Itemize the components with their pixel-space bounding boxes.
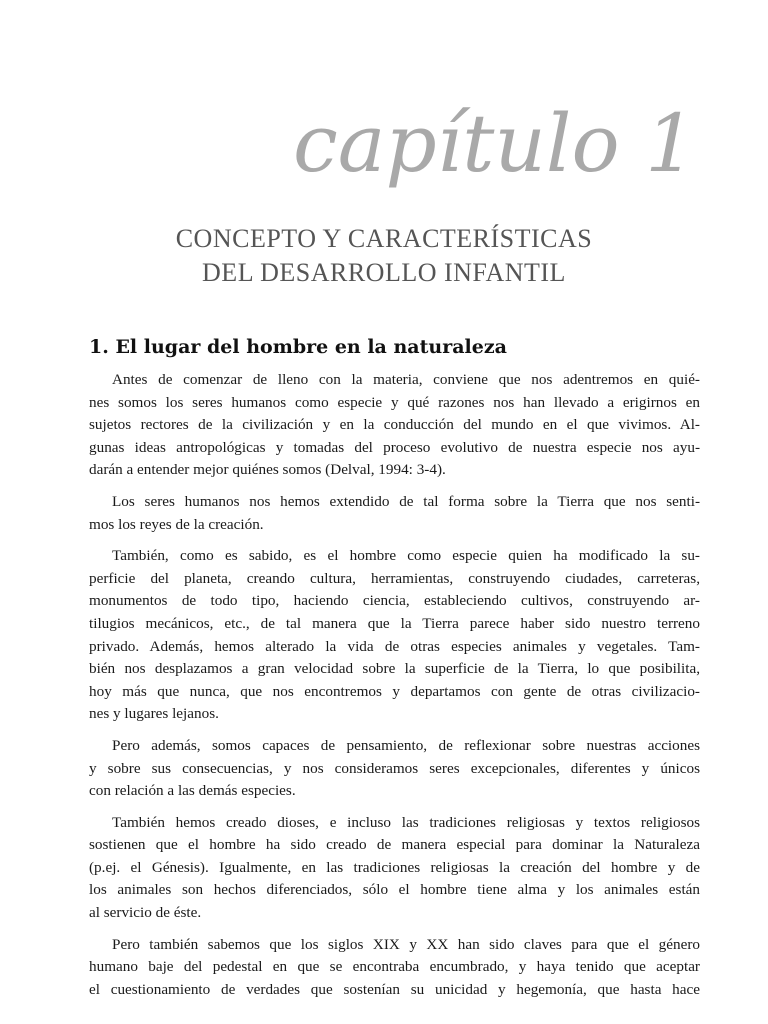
paragraph-line: Pero también sabemos que los siglos XIX y XX han sido claves para que el género [112, 935, 700, 953]
paragraph-line: tilugios mecánicos, etc., de tal manera que la Tierra parece haber sido nuestro terreno [89, 614, 700, 632]
paragraph-line: (p.ej. el Génesis). Igualmente, en las tradiciones religiosas la creación del hombre y de [89, 858, 700, 876]
paragraph-line: gunas ideas antropológicas y tomadas del proceso evolutivo de nuestra especie nos ayu- [89, 438, 700, 456]
paragraph-line: Pero además, somos capaces de pensamiento, de reflexionar sobre nuestras acciones [112, 736, 700, 754]
paragraph-line: los animales son hechos diferenciados, sólo el hombre tiene alma y los animales están [89, 881, 700, 899]
paragraph-line: darán a entender mejor quiénes somos (Delval, 1994: 3-4). [89, 461, 446, 479]
paragraph-line: humano baje del pedestal en que se encontraba encumbrado, y haya tenido que aceptar [89, 958, 700, 976]
section-heading: 1. El lugar del hombre en la naturaleza [89, 336, 507, 358]
paragraph-line: monumentos de todo tipo, haciendo ciencia, estableciendo cultivos, construyendo ar- [89, 592, 700, 610]
paragraph-line: mos los reyes de la creación. [89, 515, 264, 533]
chapter-title-line: CONCEPTO Y CARACTERÍSTICAS [175, 224, 593, 253]
paragraph-line: al servicio de éste. [89, 904, 202, 922]
paragraph-line: privado. Además, hemos alterado la vida de otras especies animales y vegetales. Tam- [89, 637, 700, 655]
paragraph-line: nes y lugares lejanos. [89, 705, 219, 723]
body-text [89, 369, 700, 1010]
paragraph [89, 812, 700, 925]
paragraph-line: Los seres humanos nos hemos extendido de tal forma sobre la Tierra que nos senti- [112, 492, 700, 510]
paragraph [89, 934, 700, 1002]
paragraph-line: Antes de comenzar de lleno con la materia, conviene que nos adentremos en quié- [112, 371, 700, 388]
paragraph-line: También hemos creado dioses, e incluso las tradiciones religiosas y textos religiosos [112, 813, 700, 831]
paragraph [89, 735, 700, 803]
paragraph-line: sostienen que el hombre ha sido creado de manera especial para dominar la Naturaleza [89, 836, 700, 854]
paragraph-line: nes somos los seres humanos como especie y qué razones nos han llevado a erigirnos en [89, 393, 700, 411]
paragraph-line: sujetos rectores de la civilización y en la conducción del mundo en el que vivimos. Al- [89, 416, 700, 434]
paragraph-line: hoy más que nunca, que nos encontremos y departamos con gente de otras civilizacio- [89, 682, 700, 700]
chapter-title-line: DEL DESARROLLO INFANTIL [202, 258, 566, 287]
chapter-label: capítulo 1 [292, 97, 696, 190]
paragraph-line: con relación a las demás especies. [89, 782, 296, 800]
paragraph-line: perficie del planeta, creando cultura, herramientas, construyendo ciudades, carreteras, [89, 569, 700, 587]
paragraph-line: y sobre sus consecuencias, y nos consideramos seres excepcionales, diferentes y únicos [89, 759, 700, 777]
paragraph [89, 491, 700, 536]
paragraph [89, 545, 700, 726]
paragraph-line: También, como es sabido, es el hombre como especie quien ha modificado la su- [112, 547, 700, 565]
paragraph [89, 369, 700, 482]
paragraph-line: el cuestionamiento de verdades que sostenían su unicidad y hegemonía, que hasta hace [89, 980, 700, 998]
paragraph-line: bién nos desplazamos a gran velocidad sobre la superficie de la Tierra, lo que posibilita, [89, 660, 700, 678]
chapter-title [0, 222, 768, 290]
